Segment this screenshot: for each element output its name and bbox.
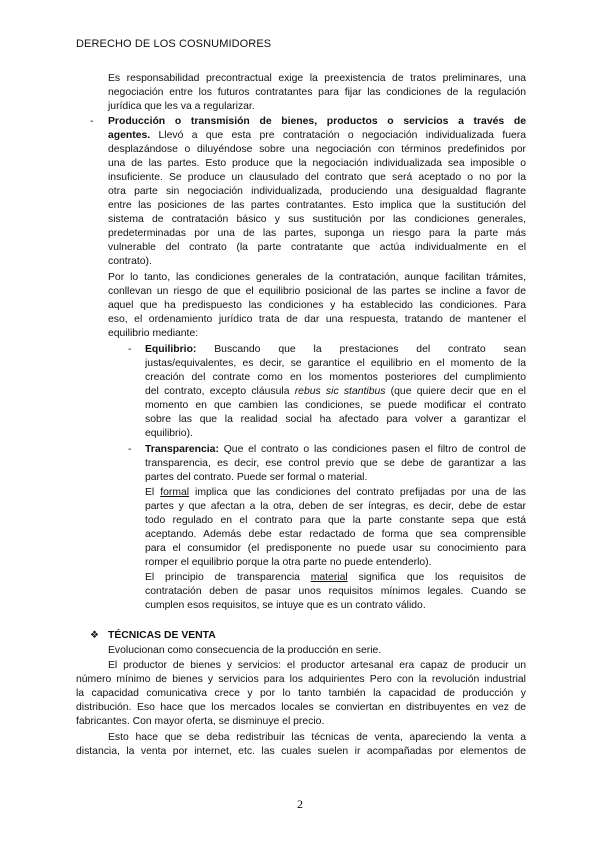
- paragraph-line: todo regulado en el contrato para que la parte constante sepa que está: [145, 515, 526, 526]
- paragraph-line: transparencia, es decir, ese control previo que se debe de garantizar a las: [145, 458, 526, 469]
- paragraph-line: insuficiente. Se produce un clausulado del contrato que será aceptado o no por la: [108, 172, 526, 183]
- paragraph-line: creación del contrate como en los momentos posteriores del cumplimiento: [145, 372, 526, 383]
- paragraph-line: Evolucionan como consecuencia de la producción en serie.: [108, 645, 382, 656]
- paragraph-line: El productor de bienes y servicios: el productor artesanal era capaz de producir un: [108, 660, 526, 671]
- bullet-heading-tail: agentes.: [108, 130, 151, 141]
- paragraph-line: [145, 385, 526, 399]
- paragraph-line: sobre las que la realidad social ha afectado para volver a garantizar el: [145, 414, 526, 425]
- paragraph-line: [108, 129, 526, 143]
- paragraph-line: [145, 486, 526, 500]
- text-run: del contrato, excepto cláusula: [145, 386, 295, 397]
- paragraph-line: aceptando. Además debe estar redactado de forma que sea comprensible: [145, 529, 526, 540]
- paragraph-line: distribución. Eso hace que los mercados locales se conviertan en distribuyentes en vez de: [76, 702, 526, 713]
- paragraph-line: fabricantes. Con mayor oferta, se disminuye el precio.: [76, 716, 325, 727]
- term-transparencia: Transparencia:: [145, 444, 219, 455]
- paragraph-line: momento en que cambien las condiciones, se puede modificar el contrato: [145, 400, 526, 411]
- list-dash: -: [128, 444, 132, 455]
- paragraph-line: entre las posiciones de las partes contratantes. Esto implica que la sustitución del: [108, 200, 526, 211]
- text-run: (que quiere decir que en el: [385, 386, 526, 397]
- paragraph-line: vulnerable del contrato (la parte contratante que actúa individualmente en el: [108, 242, 526, 253]
- paragraph-line: la capacidad comunicativa crece y por lo tanto también la capacidad de producción y: [76, 688, 526, 699]
- term-material: material: [310, 572, 348, 583]
- paragraph-line: jurídica que les va a regularizar.: [108, 101, 255, 112]
- text-run: significa que los requisitos de: [347, 572, 526, 583]
- text-run: El: [145, 487, 161, 498]
- paragraph-line: aquel que ha predispuesto las condiciones y ha establecido las condiciones. Para: [108, 300, 526, 311]
- paragraph-line: equilibrio).: [145, 428, 193, 439]
- paragraph-line: número mínimo de bienes y servicios para los adquirientes Pero con la revolución industrial: [76, 674, 526, 685]
- paragraph-line: Es responsabilidad precontractual exige la preexistencia de tratos preliminares, una: [108, 73, 526, 84]
- paragraph-line: [145, 571, 526, 585]
- paragraph-line: eso, el ordenamiento jurídico trata de dar una respuesta, tratando de mantener el: [108, 314, 526, 325]
- text-run: Buscando que la prestaciones del contrato sean: [196, 344, 526, 355]
- paragraph-line: contratación deben de pasar unos requisitos mínimos legales. Cuando se: [145, 586, 526, 597]
- paragraph-line: distancia, la venta por internet, etc. las cuales suelen ir acompañadas por elementos de: [76, 746, 526, 757]
- paragraph-line: para el consumidor (el predisponente no puede usar su conocimiento para: [145, 543, 526, 554]
- page-number: 2: [297, 797, 303, 811]
- paragraph-line: desplazándose o diluyéndose sobre una negociación con términos predefinidos por: [108, 144, 526, 155]
- paragraph-line: [145, 343, 526, 357]
- term-equilibrio: Equilibrio:: [145, 344, 197, 355]
- bullet-heading: Producción o transmisión de bienes, productos o servicios a través de: [108, 116, 526, 127]
- paragraph-line: justas/equivalentes, es decir, se garantice el equilibrio en el momento de la: [145, 358, 526, 369]
- paragraph-line: equilibrio mediante:: [108, 328, 199, 339]
- paragraph-line: partes del contrato. Puede ser formal o material.: [145, 472, 368, 483]
- paragraph-line: conllevan un riesgo de que el equilibrio posicional de las partes se incline a favor de: [108, 286, 526, 297]
- paragraph-line: romper el equilibrio porque la otra parte no puede entenderlo).: [145, 557, 432, 568]
- text-run: Que el contrato o las condiciones pasen el filtro de control de: [218, 444, 526, 455]
- text-run: El principio de transparencia: [145, 572, 311, 583]
- paragraph-line: predeterminadas por una de las partes, suponga un riesgo para la parte más: [108, 228, 526, 239]
- paragraph-line: Esto hace que se deba redistribuir las técnicas de venta, apareciendo la venta a: [108, 732, 526, 743]
- paragraph-line: partes y que afectan a la otra, deben de ser íntegras, es decir, debe de estar: [145, 501, 526, 512]
- list-dash: -: [128, 344, 132, 355]
- paragraph-line: sistema de contratación básico y sus sustitución por las condiciones generales,: [108, 214, 526, 225]
- paragraph-line: otra parte sin negociación individualizada, produciendo una desigualdad flagrante: [108, 186, 526, 197]
- running-header: DERECHO DE LOS COSNUMIDORES: [76, 38, 272, 50]
- paragraph-line: negociación entre los futuros contratantes para fijar las condiciones de la regulación: [108, 87, 526, 98]
- term-formal: formal: [160, 487, 190, 498]
- text-run: Llevó a que esta pre contratación o negociación individualizada fuera: [150, 130, 526, 141]
- paragraph-line: una de las partes. Esto produce que la negociación individualizada sea imposible o: [108, 158, 526, 169]
- diamond-bullet-icon: ❖: [90, 630, 99, 641]
- latin-term: rebus sic stantibus: [294, 386, 386, 397]
- paragraph-line: cumplen esos requisitos, se intuye que es un contrato válido.: [145, 600, 426, 611]
- paragraph-line: contrato).: [108, 256, 152, 267]
- text-run: implica que las condiciones del contrato prefijadas por una de las: [189, 487, 526, 498]
- section-heading: TÉCNICAS DE VENTA: [108, 630, 216, 641]
- paragraph-line: [145, 443, 526, 457]
- list-dash: -: [90, 116, 94, 127]
- paragraph-line: Por lo tanto, las condiciones generales de la contratación, aunque facilitan trámites,: [108, 272, 526, 283]
